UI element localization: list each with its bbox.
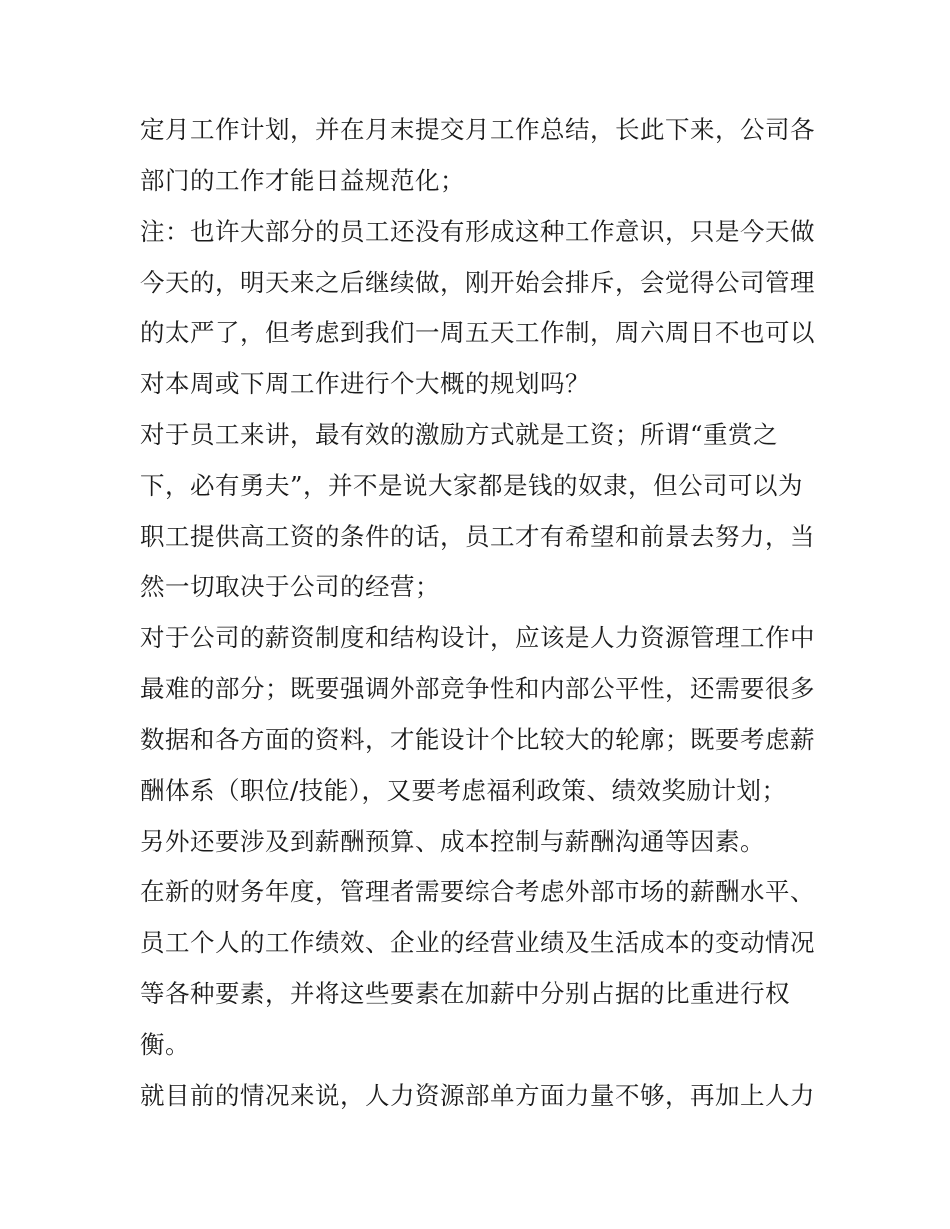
text-line: 然一切取决于公司的经营； [140, 572, 440, 601]
text-line: 注：也许大部分的员工还没有形成这种工作意识，只是今天做 [140, 217, 815, 246]
text-line: 下，必有勇夫”，并不是说大家都是钱的奴隶，但公司可以为 [140, 471, 804, 500]
text-line: 部门的工作才能日益规范化； [140, 166, 465, 195]
text-line: 对于公司的薪资制度和结构设计，应该是人力资源管理工作中 [140, 623, 815, 652]
text-line: 员工个人的工作绩效、企业的经营业绩及生活成本的变动情况 [140, 928, 815, 957]
text-line: 最难的部分；既要强调外部竞争性和内部公平性，还需要很多 [140, 674, 815, 703]
text-line: 定月工作计划，并在月末提交月工作总结，长此下来，公司各 [140, 115, 815, 144]
text-line: 职工提供高工资的条件的话，员工才有希望和前景去努力，当 [140, 522, 815, 551]
text-line: 在新的财务年度，管理者需要综合考虑外部市场的薪酬水平、 [140, 877, 815, 906]
text-line: 酬体系（职位/技能），又要考虑福利政策、绩效奖励计划； [140, 776, 787, 805]
text-line: 就目前的情况来说，人力资源部单方面力量不够，再加上人力 [140, 1081, 815, 1110]
text-line: 对本周或下周工作进行个大概的规划吗？ [140, 369, 590, 398]
text-line: 等各种要素，并将这些要素在加薪中分别占据的比重进行权 [140, 979, 790, 1008]
text-line: 的太严了，但考虑到我们一周五天工作制，周六周日不也可以 [140, 318, 815, 347]
text-line: 另外还要涉及到薪酬预算、成本控制与薪酬沟通等因素。 [140, 827, 765, 856]
text-line: 今天的，明天来之后继续做，刚开始会排斥，会觉得公司管理 [140, 268, 815, 297]
text-line: 数据和各方面的资料，才能设计个比较大的轮廓；既要考虑薪 [140, 725, 815, 754]
text-line: 对于员工来讲，最有效的激励方式就是工资；所谓“重赏之 [140, 420, 779, 449]
text-line: 衡。 [140, 1030, 190, 1059]
